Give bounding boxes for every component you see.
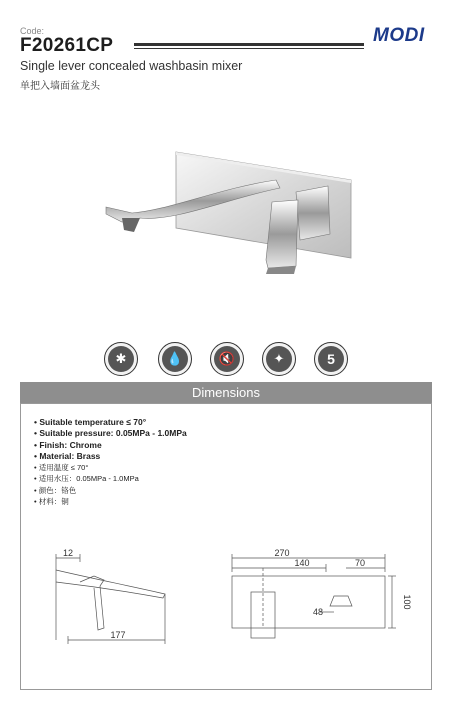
spec-item: • 材料：铜	[34, 496, 187, 507]
header-rule-thin	[134, 48, 364, 49]
spec-item: • Finish: Chrome	[34, 440, 187, 451]
spec-item: • Material: Brass	[34, 451, 187, 462]
product-title-en: Single lever concealed washbasin mixer	[20, 59, 243, 73]
product-image	[0, 110, 454, 330]
header-rule	[134, 43, 364, 46]
dim-side-bottom: 177	[110, 630, 126, 640]
brand-logo: MODI	[373, 25, 425, 46]
ceramic-cartridge-icon: ✱	[104, 342, 138, 376]
dim-front-height: 100	[402, 594, 412, 610]
water-saving-icon: 💧	[158, 342, 192, 376]
spec-list	[34, 417, 187, 507]
product-code: F20261CP	[20, 35, 114, 56]
product-title-zh: 单把入墙面盆龙头	[20, 81, 100, 92]
code-label: Code:	[20, 26, 45, 36]
spec-item: • 适用温度 ≤ 70°	[34, 462, 187, 473]
spec-item: • 适用水压：0.05MPa - 1.0MPa	[34, 473, 187, 484]
feature-icons	[104, 342, 354, 380]
low-noise-icon: 🔇	[210, 342, 244, 376]
warranty-icon: 5	[314, 342, 348, 376]
easy-clean-icon: ✦	[262, 342, 296, 376]
spec-item: • Suitable pressure: 0.05MPa - 1.0MPa	[34, 428, 187, 439]
dimensions-heading: Dimensions	[20, 382, 432, 403]
dim-front-left: 140	[294, 558, 310, 568]
technical-drawings	[20, 540, 432, 680]
dim-front-outlet: 48	[312, 607, 324, 617]
dim-side-top: 12	[62, 548, 74, 558]
dim-front-right: 70	[354, 558, 366, 568]
spec-item: • 颜色：铬色	[34, 485, 187, 496]
spec-item: • Suitable temperature ≤ 70°	[34, 417, 187, 428]
dim-front-width: 270	[274, 548, 290, 558]
